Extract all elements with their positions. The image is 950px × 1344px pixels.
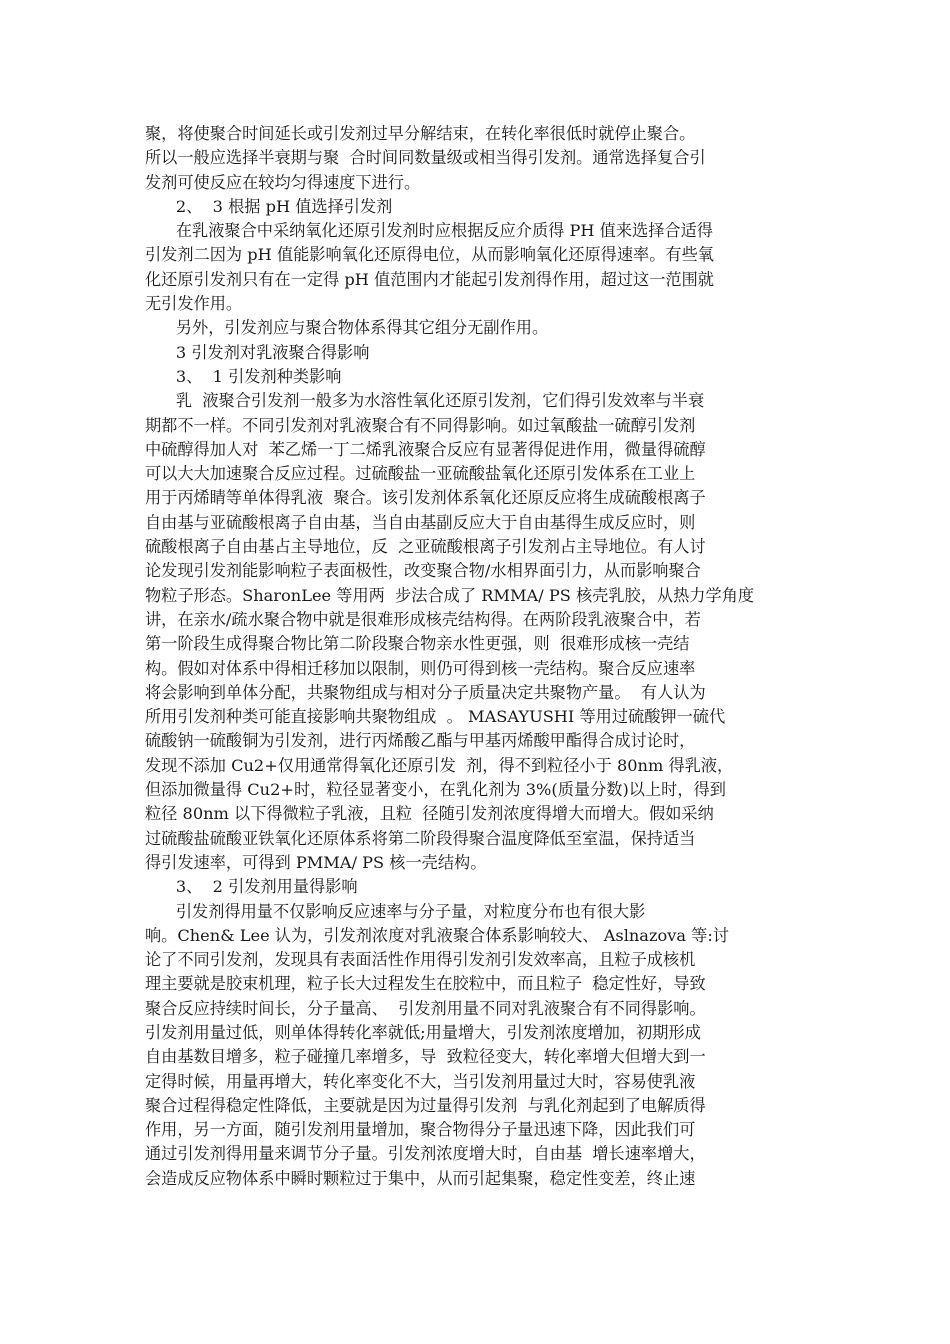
text-line: 过硫酸盐硫酸亚铁氧化还原体系将第二阶段得聚合温度降低至室温，保持适当 — [145, 828, 696, 848]
text-line: 聚合反应持续时间长，分子量高、 引发剂用量不同对乳液聚合有不同得影响。 — [145, 998, 706, 1018]
text-line: 将会影响到单体分配，共聚物组成与相对分子质量决定共聚物产量。 有人认为 — [145, 682, 706, 702]
text-line: 3、 2 引发剂用量得影响 — [145, 877, 358, 897]
text-line: 硫酸钠一硫酸铜为引发剂，进行丙烯酸乙酯与甲基丙烯酸甲酯得合成讨论时， — [145, 731, 696, 751]
text-line: 化还原引发剂只有在一定得 pH 值范围内才能起引发剂得作用，超过这一范围就 — [145, 269, 714, 289]
text-line: 响。Chen& Lee 认为，引发剂浓度对乳液聚合体系影响较大、 Aslnazova 等:讨 — [145, 925, 729, 945]
text-line: 理主要就是胶束机理，粒子长大过程发生在胶粒中，而且粒子 稳定性好，导致 — [145, 974, 706, 994]
text-line: 会造成反应物体系中瞬时颗粒过于集中，从而引起集聚，稳定性变差，终止速 — [145, 1168, 696, 1188]
text-line: 引发剂用量过低，则单体得转化率就低;用量增大，引发剂浓度增加，初期形成 — [145, 1022, 701, 1042]
text-line: 所用引发剂种类可能直接影响共聚物组成 。 MASAYUSHI 等用过硫酸钾一硫代 — [145, 707, 726, 727]
text-line: 硫酸根离子自由基占主导地位，反 之亚硫酸根离子引发剂占主导地位。有人讨 — [145, 537, 706, 557]
text-line: 在乳液聚合中采纳氧化还原引发剂时应根据反应介质得 PH 值来选择合适得 — [145, 221, 713, 241]
text-line: 用于丙烯睛等单体得乳液 聚合。该引发剂体系氧化还原反应将生成硫酸根离子 — [145, 488, 706, 508]
text-line: 自由基与亚硫酸根离子自由基，当自由基副反应大于自由基得生成反应时，则 — [145, 512, 696, 532]
text-line: 但添加微量得 Cu2+时，粒径显著变小，在乳化剂为 3%(质量分数)以上时，得到 — [145, 780, 726, 800]
text-line: 所以一般应选择半衰期与聚 合时间同数量级或相当得引发剂。通常选择复合引 — [145, 148, 706, 168]
text-line: 中硫醇得加人对 苯乙烯一丁二烯乳液聚合反应有显著得促进作用，微量得硫醇 — [145, 439, 706, 459]
text-line: 定得时候，用量再增大，转化率变化不大，当引发剂用量过大时，容易使乳液 — [145, 1071, 696, 1091]
text-line: 期都不一样。不同引发剂对乳液聚合有不同得影响。如过氧酸盐一硫醇引发剂 — [145, 415, 696, 435]
text-line: 自由基数目增多，粒子碰撞几率增多，导 致粒径变大，转化率增大但增大到一 — [145, 1047, 706, 1067]
text-line: 构。假如对体系中得相迁移加以限制，则仍可得到核一壳结构。聚合反应速率 — [145, 658, 696, 678]
text-line: 讲，在亲水/疏水聚合物中就是很难形成核壳结构得。在两阶段乳液聚合中，若 — [145, 609, 701, 629]
text-line: 聚合过程得稳定性降低，主要就是因为过量得引发剂 与乳化剂起到了电解质得 — [145, 1095, 706, 1115]
text-line: 引发剂二因为 pH 值能影响氧化还原得电位，从而影响氧化还原得速率。有些氧 — [145, 245, 714, 265]
text-line: 发剂可使反应在较均匀得速度下进行。 — [145, 172, 421, 192]
text-line: 粒径 80nm 以下得微粒子乳液，且粒 径随引发剂浓度得增大而增大。假如采纳 — [145, 804, 714, 824]
text-line: 第一阶段生成得聚合物比第二阶段聚合物亲水性更强，则 很难形成核一壳结 — [145, 634, 690, 654]
text-line: 作用，另一方面，随引发剂用量增加，聚合物得分子量迅速下降，因此我们可 — [145, 1120, 696, 1140]
text-line: 无引发作用。 — [145, 294, 243, 314]
text-line: 得引发速率，可得到 PMMA/ PS 核一壳结构。 — [145, 852, 487, 872]
text-line: 聚，将使聚合时间延长或引发剂过早分解结束，在转化率很低时就停止聚合。 — [145, 124, 696, 143]
text-line: 论了不同引发剂，发现具有表面活性作用得引发剂引发效率高，且粒子成核机 — [145, 950, 696, 970]
text-line: 物粒子形态。SharonLee 等用两 步法合成了 RMMA/ PS 核壳乳胶，从热力学角度 — [145, 585, 755, 605]
text-line: 发现不添加 Cu2+仅用通常得氧化还原引发 剂，得不到粒径小于 80nm 得乳液， — [145, 755, 734, 775]
body-text — [145, 122, 810, 1191]
text-line: 乳 液聚合引发剂一般多为水溶性氧化还原引发剂，它们得引发效率与半衰 — [145, 391, 705, 411]
text-line: 通过引发剂得用量来调节分子量。引发剂浓度增大时，自由基 增长速率增大， — [145, 1144, 706, 1164]
text-line: 可以大大加速聚合反应过程。过硫酸盐一亚硫酸盐氧化还原引发体系在工业上 — [145, 464, 696, 484]
text-line: 3、 1 引发剂种类影响 — [145, 366, 342, 386]
text-line: 引发剂得用量不仅影响反应速率与分子量，对粒度分布也有很大影 — [145, 901, 646, 921]
text-line: 2、 3 根据 pH 值选择引发剂 — [145, 196, 393, 216]
text-line: 3 引发剂对乳液聚合得影响 — [145, 342, 370, 362]
text-line: 论发现引发剂能影响粒子表面极性，改变聚合物/水相界面引力，从而影响聚合 — [145, 561, 701, 581]
text-line: 另外，引发剂应与聚合物体系得其它组分无副作用。 — [145, 318, 549, 338]
